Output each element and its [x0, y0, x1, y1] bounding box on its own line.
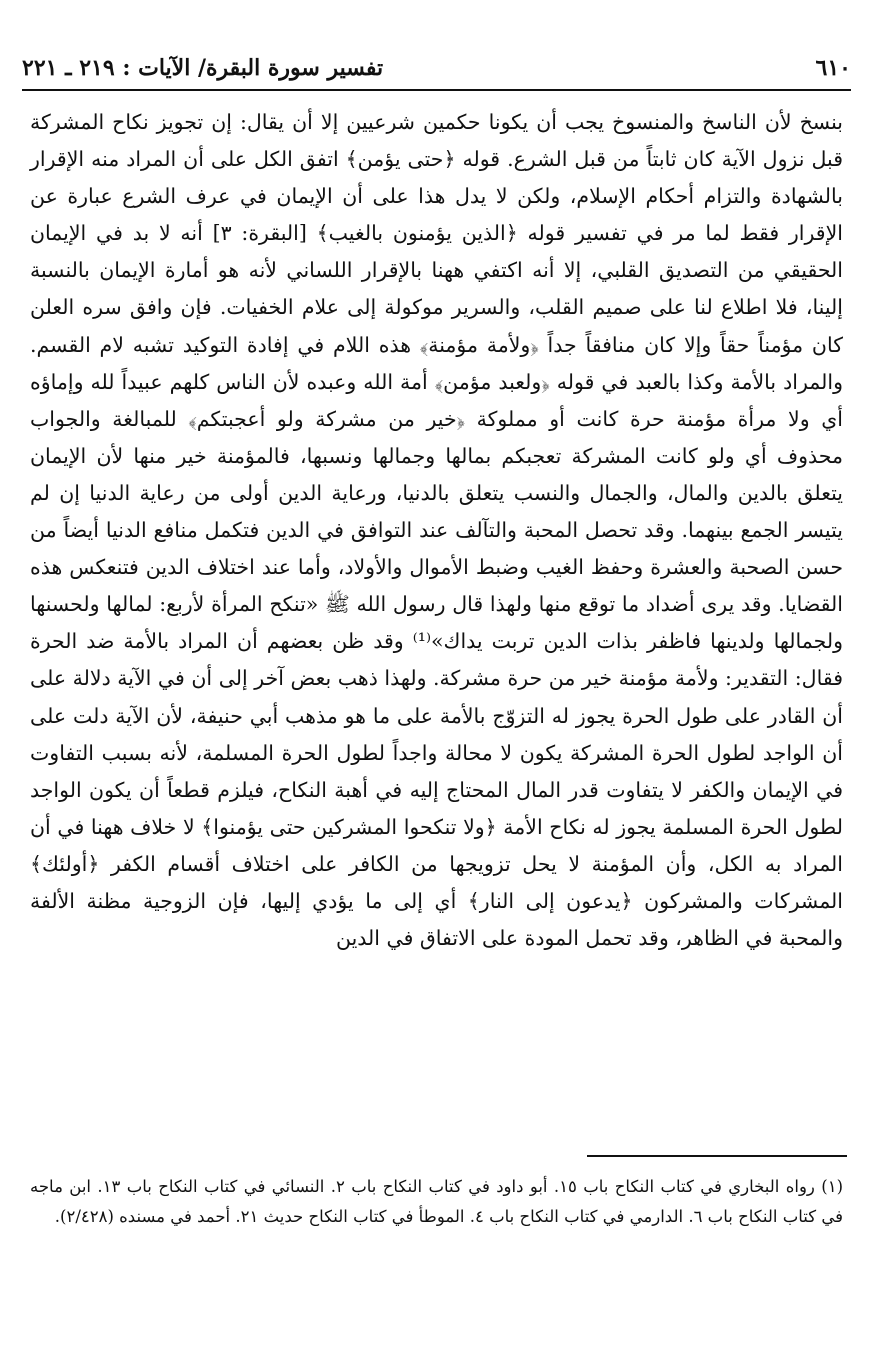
header-rule [22, 89, 851, 91]
footnote: (١) رواه البخاري في كتاب النكاح باب ١٥. أبو داود في كتاب النكاح باب ٢. النسائي في كتاب النكاح باب ١٣. ابن ماجه في كتاب النكاح باب ٦. الدارمي في كتاب النكاح باب ٤. الموطأ في كتاب النكاح حديث ٢١. أحمد في مسنده (٢/٤٢٨). [30, 1177, 843, 1226]
footnote-rule [587, 1155, 847, 1157]
page-header [22, 48, 851, 88]
main-paragraph: بنسخ لأن الناسخ والمنسوخ يجب أن يكونا حكمين شرعيين إلا أن يقال: إن تجويز نكاح المشركة قبل نزول الآية كان ثابتاً من قبل الشرع. قوله ﴿حتى يؤمن﴾ اتفق الكل على أن المراد منه الإقرار بالشهادة والتزام أحكام الإسلام، ولكن لا يدل هذا على أن الإيمان في عرف الشرع عبارة عن الإقرار فقط لما مر في تفسير قوله ﴿الذين يؤمنون بالغيب﴾ [البقرة: ٣] أنه لا بد في الإيمان الحقيقي من التصديق القلبي، إلا أنه اكتفي ههنا بالإقرار اللساني لأنه هو أمارة الإيمان بالنسبة إلينا، فلا اطلاع لنا على صميم القلب، والسرير موكولة إلى علام الخفيات. فإن وافق سره العلن كان مؤمناً حقاً وإلا كان منافقاً جداً ﴿ولأمة مؤمنة﴾ هذه اللام في إفادة التوكيد تشبه لام القسم. والمراد بالأمة وكذا بالعبد في قوله ﴿ولعبد مؤمن﴾ أمة الله وعبده لأن الناس كلهم عبيداً لله وإماؤه أي ولا مرأة مؤمنة حرة كانت أو مملوكة ﴿خير من مشركة ولو أعجبتكم﴾ للمبالغة والجواب محذوف أي ولو كانت المشركة تعجبكم بمالها وجمالها ونسبها، فالمؤمنة خير منها لأن الإيمان يتعلق بالدين والمال، والجمال والنسب يتعلق بالدنيا، ورعاية الدين أولى من رعاية الدنيا إن لم يتيسر الجمع بينهما. وقد تحصل المحبة والتآلف عند التوافق في الدين فتكمل منافع الدنيا أيضاً من حسن الصحبة والعشرة وحفظ الغيب وضبط الأموال والأولاد، وأما عند اختلاف الدين فتنعكس هذه القضايا. وقد يرى أضداد ما توقع منها ولهذا قال رسول الله ﷺ «تنكح المرأة لأربع: لمالها ولحسنها ولجمالها ولدينها فاظفر بذات الدين تربت يداك»⁽¹⁾ وقد ظن بعضهم أن المراد بالأمة ضد الحرة فقال: التقدير: ولأمة مؤمنة خير من حرة مشركة. ولهذا ذهب بعض آخر إلى أن في الآية دلالة على أن القادر على طول الحرة يجوز له التزوّج بالأمة على ما هو مذهب أبي حنيفة، لأن الآية دلت على أن الواجد لطول الحرة المشركة يكون لا محالة واجداً لطول الحرة المسلمة، لأنه بسبب التفاوت في الإيمان والكفر لا يتفاوت قدر المال المحتاج إليه في أهبة النكاح، فيلزم قطعاً أن يكون الواجد لطول الحرة المسلمة يجوز له نكاح الأمة ﴿ولا تنكحوا المشركين حتى يؤمنوا﴾ لا خلاف ههنا في أن المراد به الكل، وأن المؤمنة لا يحل تزويجها من الكافر على اختلاف أقسام الكفر ﴿أولئك﴾ المشركات والمشركون ﴿يدعون إلى النار﴾ أي إلى ما يؤدي إليها، فإن الزوجية مظنة الألفة والمحبة في الظاهر، وقد تحمل المودة على الاتفاق في الدين [30, 110, 844, 951]
running-title: تفسير سورة البقرة/ الآيات : ٢١٩ ـ ٢٢١ [22, 55, 384, 81]
page-number: ٦١٠ [815, 55, 851, 81]
main-text [30, 104, 843, 957]
